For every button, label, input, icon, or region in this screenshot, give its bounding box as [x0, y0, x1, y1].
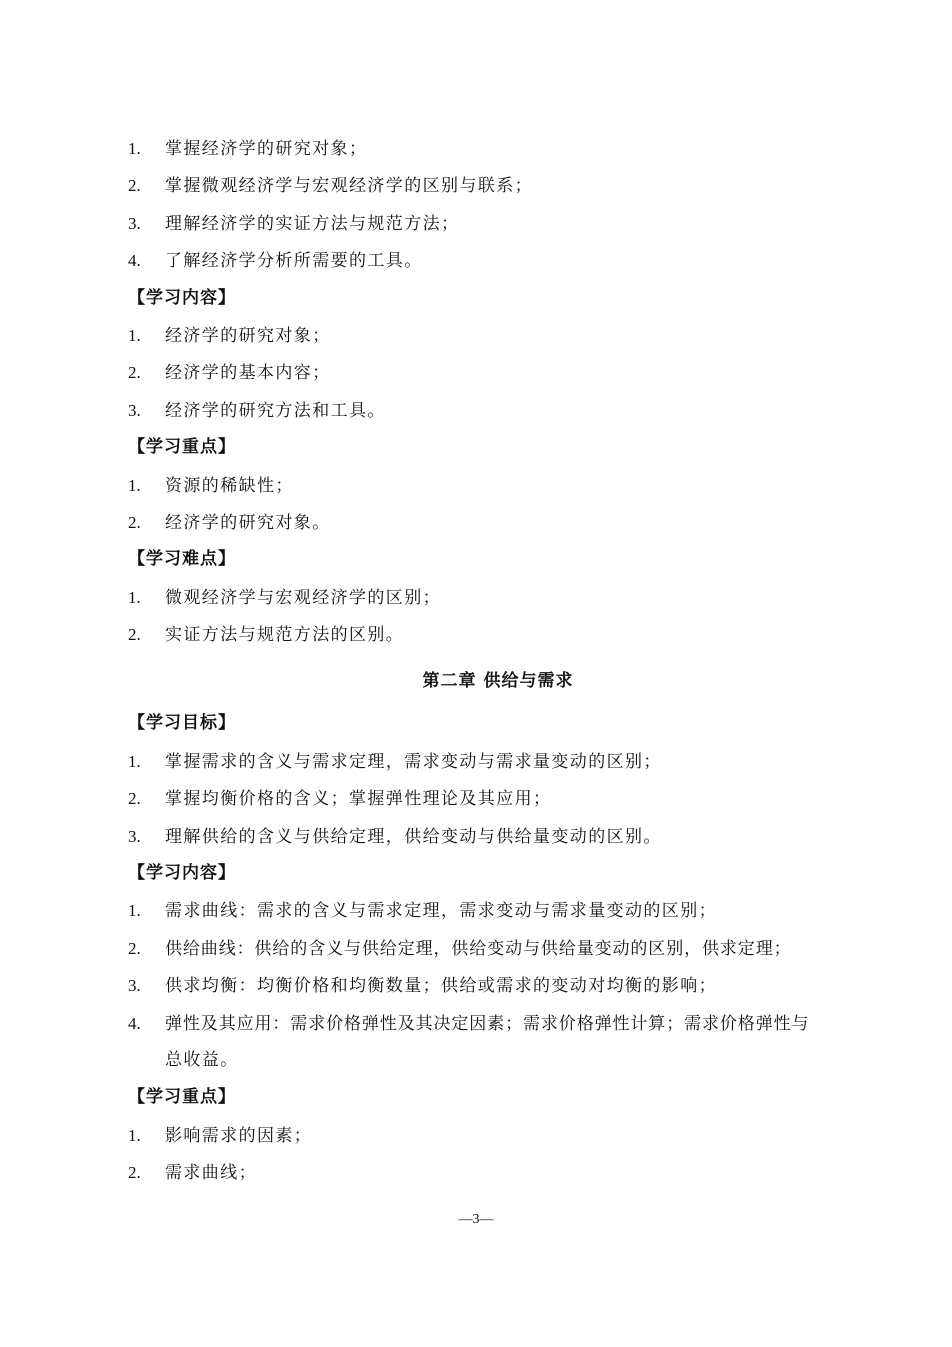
list-item — [128, 616, 868, 653]
chapter-title: 第二章 供给与需求 — [422, 671, 574, 692]
item-number: 1. — [128, 751, 141, 771]
item-number: 3. — [128, 976, 141, 996]
item-number: 2. — [128, 1163, 141, 1183]
item-text: 理解经济学的实证方法与规范方法； — [165, 213, 460, 234]
list-item — [128, 818, 868, 855]
list-item — [128, 579, 868, 616]
list-item — [128, 1005, 868, 1042]
item-number: 2. — [128, 938, 141, 958]
item-text: 经济学的研究对象。 — [165, 512, 331, 533]
list-item — [128, 317, 868, 354]
item-text: 掌握均衡价格的含义；掌握弹性理论及其应用； — [165, 789, 552, 810]
item-text: 实证方法与规范方法的区别。 — [165, 625, 405, 646]
item-number: 2. — [128, 789, 141, 809]
item-number: 2. — [128, 363, 141, 383]
item-text: 资源的稀缺性； — [165, 475, 294, 496]
item-text: 需求曲线：需求的含义与需求定理，需求变动与需求量变动的区别； — [165, 901, 717, 922]
item-number: 3. — [128, 400, 141, 420]
list-item — [128, 930, 868, 967]
list-item — [128, 242, 868, 279]
list-item — [128, 1154, 868, 1191]
item-text: 理解供给的含义与供给定理，供给变动与供给量变动的区别。 — [165, 826, 662, 847]
item-text: 经济学的研究对象； — [165, 325, 331, 346]
list-item — [128, 780, 868, 817]
item-text: 经济学的研究方法和工具。 — [165, 400, 386, 421]
item-number: 1. — [128, 325, 141, 345]
section-heading-difficult: 【学习难点】 — [128, 549, 236, 570]
section-heading-objectives: 【学习目标】 — [128, 713, 236, 734]
item-text: 经济学的基本内容； — [165, 363, 331, 384]
item-text: 掌握需求的含义与需求定理，需求变动与需求量变动的区别； — [165, 751, 662, 772]
item-number: 2. — [128, 512, 141, 532]
list-item — [128, 354, 868, 391]
item-text: 了解经济学分析所需要的工具。 — [165, 251, 423, 272]
list-item — [128, 743, 868, 780]
item-number: 1. — [128, 475, 141, 495]
section-heading-key: 【学习重点】 — [128, 437, 236, 458]
item-text: 供给曲线：供给的含义与供给定理，供给变动与供给量变动的区别，供求定理； — [165, 938, 792, 959]
list-item — [128, 392, 868, 429]
item-number: 2. — [128, 176, 141, 196]
section-heading-content: 【学习内容】 — [128, 287, 236, 308]
section-heading-content: 【学习内容】 — [128, 863, 236, 884]
list-item — [128, 504, 868, 541]
item-number: 1. — [128, 901, 141, 921]
item-text: 掌握微观经济学与宏观经济学的区别与联系； — [165, 176, 533, 197]
list-item — [128, 130, 868, 167]
list-item-continuation: 总收益。 — [165, 1049, 239, 1070]
list-item — [128, 967, 868, 1004]
item-text: 供求均衡：均衡价格和均衡数量；供给或需求的变动对均衡的影响； — [165, 976, 717, 997]
section-heading-key: 【学习重点】 — [128, 1087, 236, 1108]
item-number: 1. — [128, 1125, 141, 1145]
item-text: 影响需求的因素； — [165, 1125, 313, 1146]
list-item — [128, 892, 868, 929]
list-item — [128, 1117, 868, 1154]
list-item — [128, 167, 868, 204]
item-text: 需求曲线； — [165, 1163, 257, 1184]
item-number: 3. — [128, 826, 141, 846]
item-text: 弹性及其应用：需求价格弹性及其决定因素；需求价格弹性计算；需求价格弹性与 — [165, 1013, 810, 1034]
list-item — [128, 467, 868, 504]
item-number: 3. — [128, 213, 141, 233]
item-number: 4. — [128, 1013, 141, 1033]
item-text: 掌握经济学的研究对象； — [165, 139, 368, 159]
page-number: —3— — [458, 1212, 494, 1227]
page-content — [128, 130, 868, 1192]
item-text: 微观经济学与宏观经济学的区别； — [165, 587, 441, 608]
list-item — [128, 205, 868, 242]
item-number: 1. — [128, 587, 141, 607]
item-number: 4. — [128, 251, 141, 271]
item-number: 2. — [128, 625, 141, 645]
item-number: 1. — [128, 139, 141, 158]
